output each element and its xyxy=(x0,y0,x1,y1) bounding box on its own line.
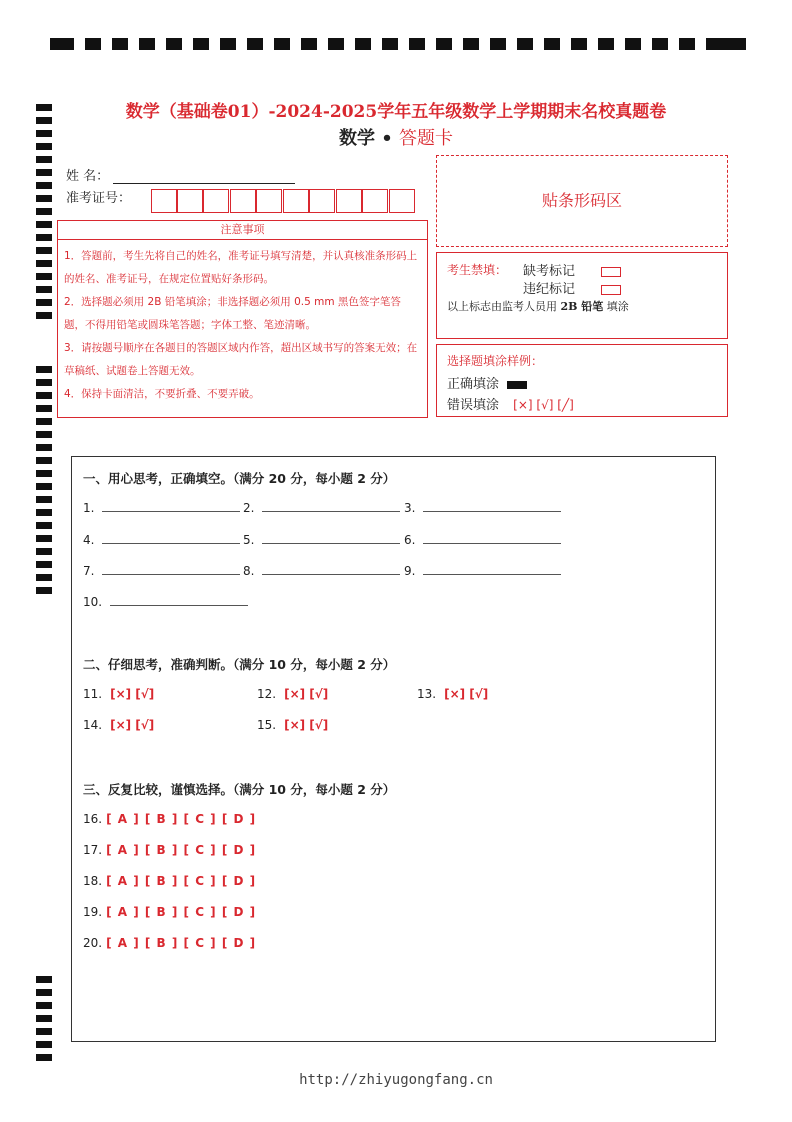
top-timing-marks xyxy=(50,38,746,52)
section2-title: 二、仔细思考，准确判断。（满分 10 分，每小题 2 分） xyxy=(83,657,396,672)
absent-label: 缺考标记 xyxy=(523,264,576,279)
absent-row xyxy=(523,260,621,279)
mc-item-19[interactable]: 19. [ A ] [ B ] [ C ] [ D ] xyxy=(83,905,257,919)
sample-title: 选择题填涂样例： xyxy=(447,354,544,368)
answer-area xyxy=(71,456,716,1042)
mc-item-18[interactable]: 18. [ A ] [ B ] [ C ] [ D ] xyxy=(83,874,257,888)
page-title: 数学（基础卷01）-2024-2025学年五年级数学上学期期末名校真题卷 xyxy=(125,102,667,122)
page-subtitle xyxy=(0,124,792,150)
notice-item-4: 4．保持卡面清洁，不要折叠、不要弄破。 xyxy=(64,388,260,400)
notice-box xyxy=(57,220,428,418)
subtitle-main: 数学 • xyxy=(338,128,400,149)
id-boxes[interactable] xyxy=(151,189,415,213)
blank-5[interactable] xyxy=(262,533,400,544)
sample-box xyxy=(436,344,728,417)
blank-7[interactable] xyxy=(102,564,240,575)
mc-item-20[interactable]: 20. [ A ] [ B ] [ C ] [ D ] xyxy=(83,936,257,950)
section1-title: 一、用心思考，正确填空。（满分 20 分，每小题 2 分） xyxy=(83,471,396,486)
barcode-area xyxy=(436,155,728,247)
subtitle-accent: 答题卡 xyxy=(399,128,454,149)
fill-row-1: 1. 2. 3. xyxy=(83,501,703,517)
blank-9[interactable] xyxy=(423,564,561,575)
notice-item-1: 1．答题前，考生先将自己的姓名，准考证号填写清楚，并认真核准条形码上的姓名、准考证号，在规定位置贴好条形码。 xyxy=(64,250,418,285)
violation-row xyxy=(523,278,621,297)
absent-mark[interactable] xyxy=(601,267,621,277)
blank-3[interactable] xyxy=(423,501,561,512)
footer-url: http://zhiyugongfang.cn xyxy=(299,1072,493,1088)
barcode-label: 贴条形码区 xyxy=(541,191,622,210)
tf-item-15[interactable]: 15. [×] [√] xyxy=(257,718,329,732)
violation-label: 违纪标记 xyxy=(523,282,576,297)
tf-item-12[interactable]: 12. [×] [√] xyxy=(257,687,329,701)
sample-wrong-row: 错误填涂 [×] [√] [╱] xyxy=(447,398,574,413)
filled-block-icon xyxy=(507,381,527,389)
wrong-marks: [×] [√] [╱] xyxy=(513,398,574,412)
blank-6[interactable] xyxy=(423,533,561,544)
blank-10[interactable] xyxy=(110,595,248,606)
name-row xyxy=(66,165,295,184)
tf-item-13[interactable]: 13. [×] [√] xyxy=(417,687,489,701)
tf-item-14[interactable]: 14. [×] [√] xyxy=(83,718,155,732)
side-timing-marks-bottom xyxy=(36,976,52,1067)
blank-8[interactable] xyxy=(262,564,400,575)
notice-item-3: 3．请按题号顺序在各题目的答题区域内作答，超出区域书写的答案无效；在草稿纸、试题卷上答题无效。 xyxy=(64,342,418,377)
violation-mark[interactable] xyxy=(601,285,621,295)
id-label: 准考证号： xyxy=(66,191,132,206)
fill-row-3: 7. 8. 9. xyxy=(83,564,703,580)
side-timing-marks-middle xyxy=(36,366,52,600)
tf-item-11[interactable]: 11. [×] [√] xyxy=(83,687,155,701)
name-field[interactable] xyxy=(113,169,295,184)
forbidden-note: 以上标志由监考人员用 2B 铅笔 填涂 xyxy=(447,300,629,313)
mc-item-16[interactable]: 16. [ A ] [ B ] [ C ] [ D ] xyxy=(83,812,257,826)
blank-2[interactable] xyxy=(262,501,400,512)
blank-1[interactable] xyxy=(102,501,240,512)
mc-item-17[interactable]: 17. [ A ] [ B ] [ C ] [ D ] xyxy=(83,843,257,857)
forbidden-box xyxy=(436,252,728,339)
blank-4[interactable] xyxy=(102,533,240,544)
fill-row-4: 10. xyxy=(83,595,703,611)
notice-item-2: 2．选择题必须用 2B 铅笔填涂；非选择题必须用 0.5 mm 黑色签字笔答题，不得用铅笔或圆珠笔答题；字体工整、笔迹清晰。 xyxy=(64,296,401,331)
name-label: 姓 名： xyxy=(66,169,110,184)
section3-title: 三、反复比较，谨慎选择。（满分 10 分，每小题 2 分） xyxy=(83,782,396,797)
fill-row-2: 4. 5. 6. xyxy=(83,533,703,549)
sample-correct-row: 正确填涂 xyxy=(447,373,527,392)
forbidden-label: 考生禁填： xyxy=(447,263,508,277)
notice-title: 注意事项 xyxy=(58,221,427,240)
